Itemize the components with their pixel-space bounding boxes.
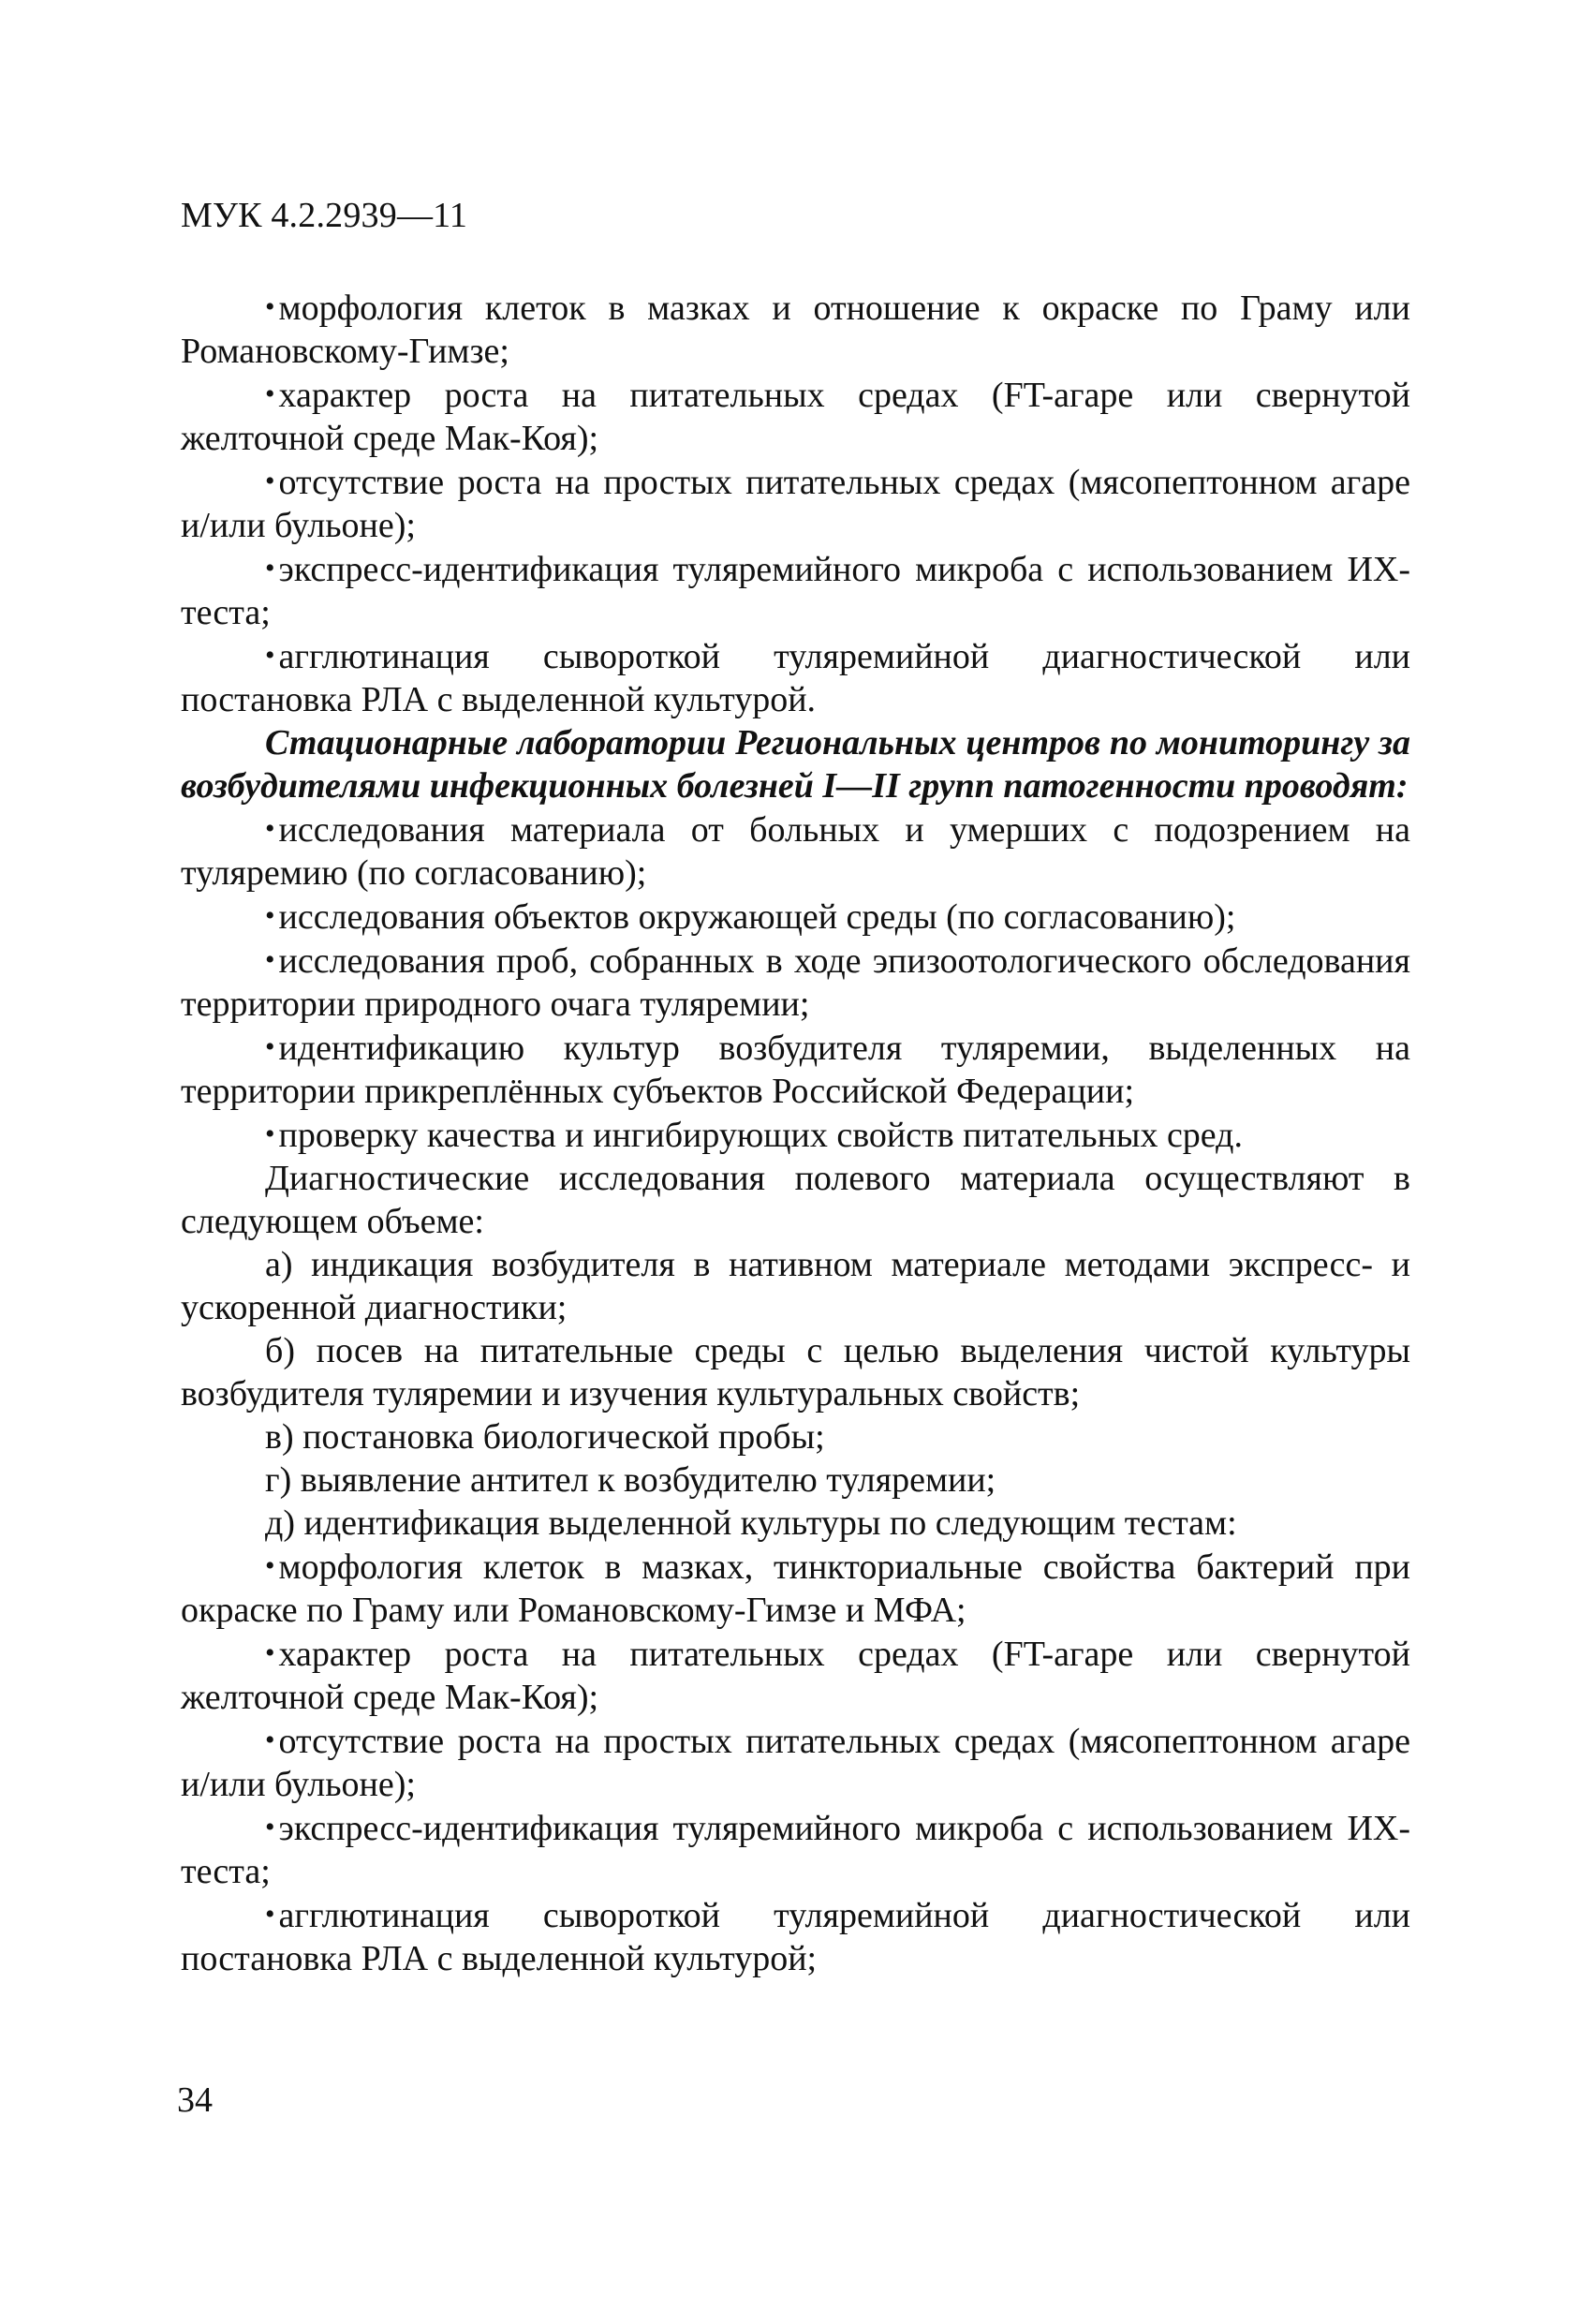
list-item bbox=[181, 634, 1410, 721]
list-item-text: исследования материала от больных и умерших с подозрением на туляремию (по согласованию); bbox=[181, 810, 1410, 893]
list-item-text: характер роста на питательных средах (FT-агаре или свернутой желточной среде Мак-Коя); bbox=[181, 1635, 1410, 1717]
bullet-icon: • bbox=[265, 466, 275, 496]
list-item-text: агглютинация сывороткой туляремийной диагностической или постановка РЛА с выделенной культурой. bbox=[181, 637, 1410, 719]
diagnostic-intro-paragraph: Диагностические исследования полевого материала осуществляют в следующем объеме: bbox=[181, 1159, 1410, 1241]
list-item-text: агглютинация сывороткой туляремийной диагностической или постановка РЛА с выделенной культурой; bbox=[181, 1896, 1410, 1978]
bullet-icon: • bbox=[265, 1031, 275, 1062]
list-item bbox=[181, 460, 1410, 547]
list-item bbox=[181, 939, 1410, 1026]
list-item bbox=[181, 286, 1410, 373]
list-item bbox=[181, 1113, 1410, 1157]
bullet-icon: • bbox=[265, 553, 275, 584]
list-item-text: морфология клеток в мазках и отношение к окраске по Граму или Романовскому-Гимзе; bbox=[181, 289, 1410, 371]
running-header: МУК 4.2.2939—11 bbox=[181, 196, 468, 235]
list-item bbox=[181, 1632, 1410, 1719]
bullet-icon: • bbox=[265, 1812, 275, 1843]
page-body bbox=[181, 286, 1410, 1980]
list-item bbox=[181, 1893, 1410, 1980]
list-item-text: экспресс-идентификация туляремийного микроба с использованием ИХ-теста; bbox=[181, 550, 1410, 632]
bullet-icon: • bbox=[265, 1118, 275, 1149]
list-item-text: идентификацию культур возбудителя туляремии, выделенных на территории прикреплённых субъектов Российской Федерации; bbox=[181, 1029, 1410, 1111]
bullet-icon: • bbox=[265, 1899, 275, 1930]
list-item bbox=[181, 1719, 1410, 1806]
list-item-text: проверку качества и ингибирующих свойств питательных сред. bbox=[278, 1116, 1244, 1155]
lettered-item: д) идентификация выделенной культуры по следующим тестам: bbox=[265, 1503, 1237, 1543]
list-item-text: исследования объектов окружающей среды (по согласованию); bbox=[278, 897, 1236, 937]
section-heading: Стационарные лаборатории Региональных центров по мониторингу за возбудителями инфекционных болезней I—II групп патогенности проводят: bbox=[181, 723, 1410, 806]
list-item bbox=[181, 1026, 1410, 1113]
bullet-icon: • bbox=[265, 1550, 275, 1581]
bullet-icon: • bbox=[265, 640, 275, 671]
list-item bbox=[181, 1806, 1410, 1893]
lettered-item: а) индикация возбудителя в нативном материале методами экспресс- и ускоренной диагностики; bbox=[181, 1245, 1410, 1327]
list-item-text: экспресс-идентификация туляремийного микроба с использованием ИХ-теста; bbox=[181, 1809, 1410, 1891]
bullet-icon: • bbox=[265, 1724, 275, 1755]
lettered-item: б) посев на питательные среды с целью выделения чистой культуры возбудителя туляремии и изучения культуральных свойств; bbox=[181, 1331, 1410, 1414]
list-item-text: исследования проб, собранных в ходе эпизоотологического обследования территории природного очага туляремии; bbox=[181, 941, 1410, 1024]
lettered-item: г) выявление антител к возбудителю туляремии; bbox=[265, 1460, 996, 1500]
list-item bbox=[181, 1545, 1410, 1632]
bullet-icon: • bbox=[265, 944, 275, 975]
bullet-icon: • bbox=[265, 900, 275, 931]
lettered-item: в) постановка биологической пробы; bbox=[265, 1417, 825, 1457]
list-item bbox=[181, 547, 1410, 634]
list-item-text: отсутствие роста на простых питательных средах (мясопептонном агаре и/или бульоне); bbox=[181, 463, 1410, 545]
page-number: 34 bbox=[177, 2080, 213, 2120]
bullet-icon: • bbox=[265, 813, 275, 844]
list-item bbox=[181, 807, 1410, 895]
list-item-text: характер роста на питательных средах (FT-агаре или свернутой желточной среде Мак-Коя); bbox=[181, 376, 1410, 458]
list-item-text: морфология клеток в мазках, тинкториальные свойства бактерий при окраске по Граму или Романовскому-Гимзе и МФА; bbox=[181, 1547, 1410, 1630]
bullet-icon: • bbox=[265, 1637, 275, 1668]
list-item bbox=[181, 895, 1410, 939]
list-item bbox=[181, 373, 1410, 460]
list-item-text: отсутствие роста на простых питательных средах (мясопептонном агаре и/или бульоне); bbox=[181, 1722, 1410, 1804]
bullet-icon: • bbox=[265, 291, 275, 322]
bullet-icon: • bbox=[265, 378, 275, 409]
